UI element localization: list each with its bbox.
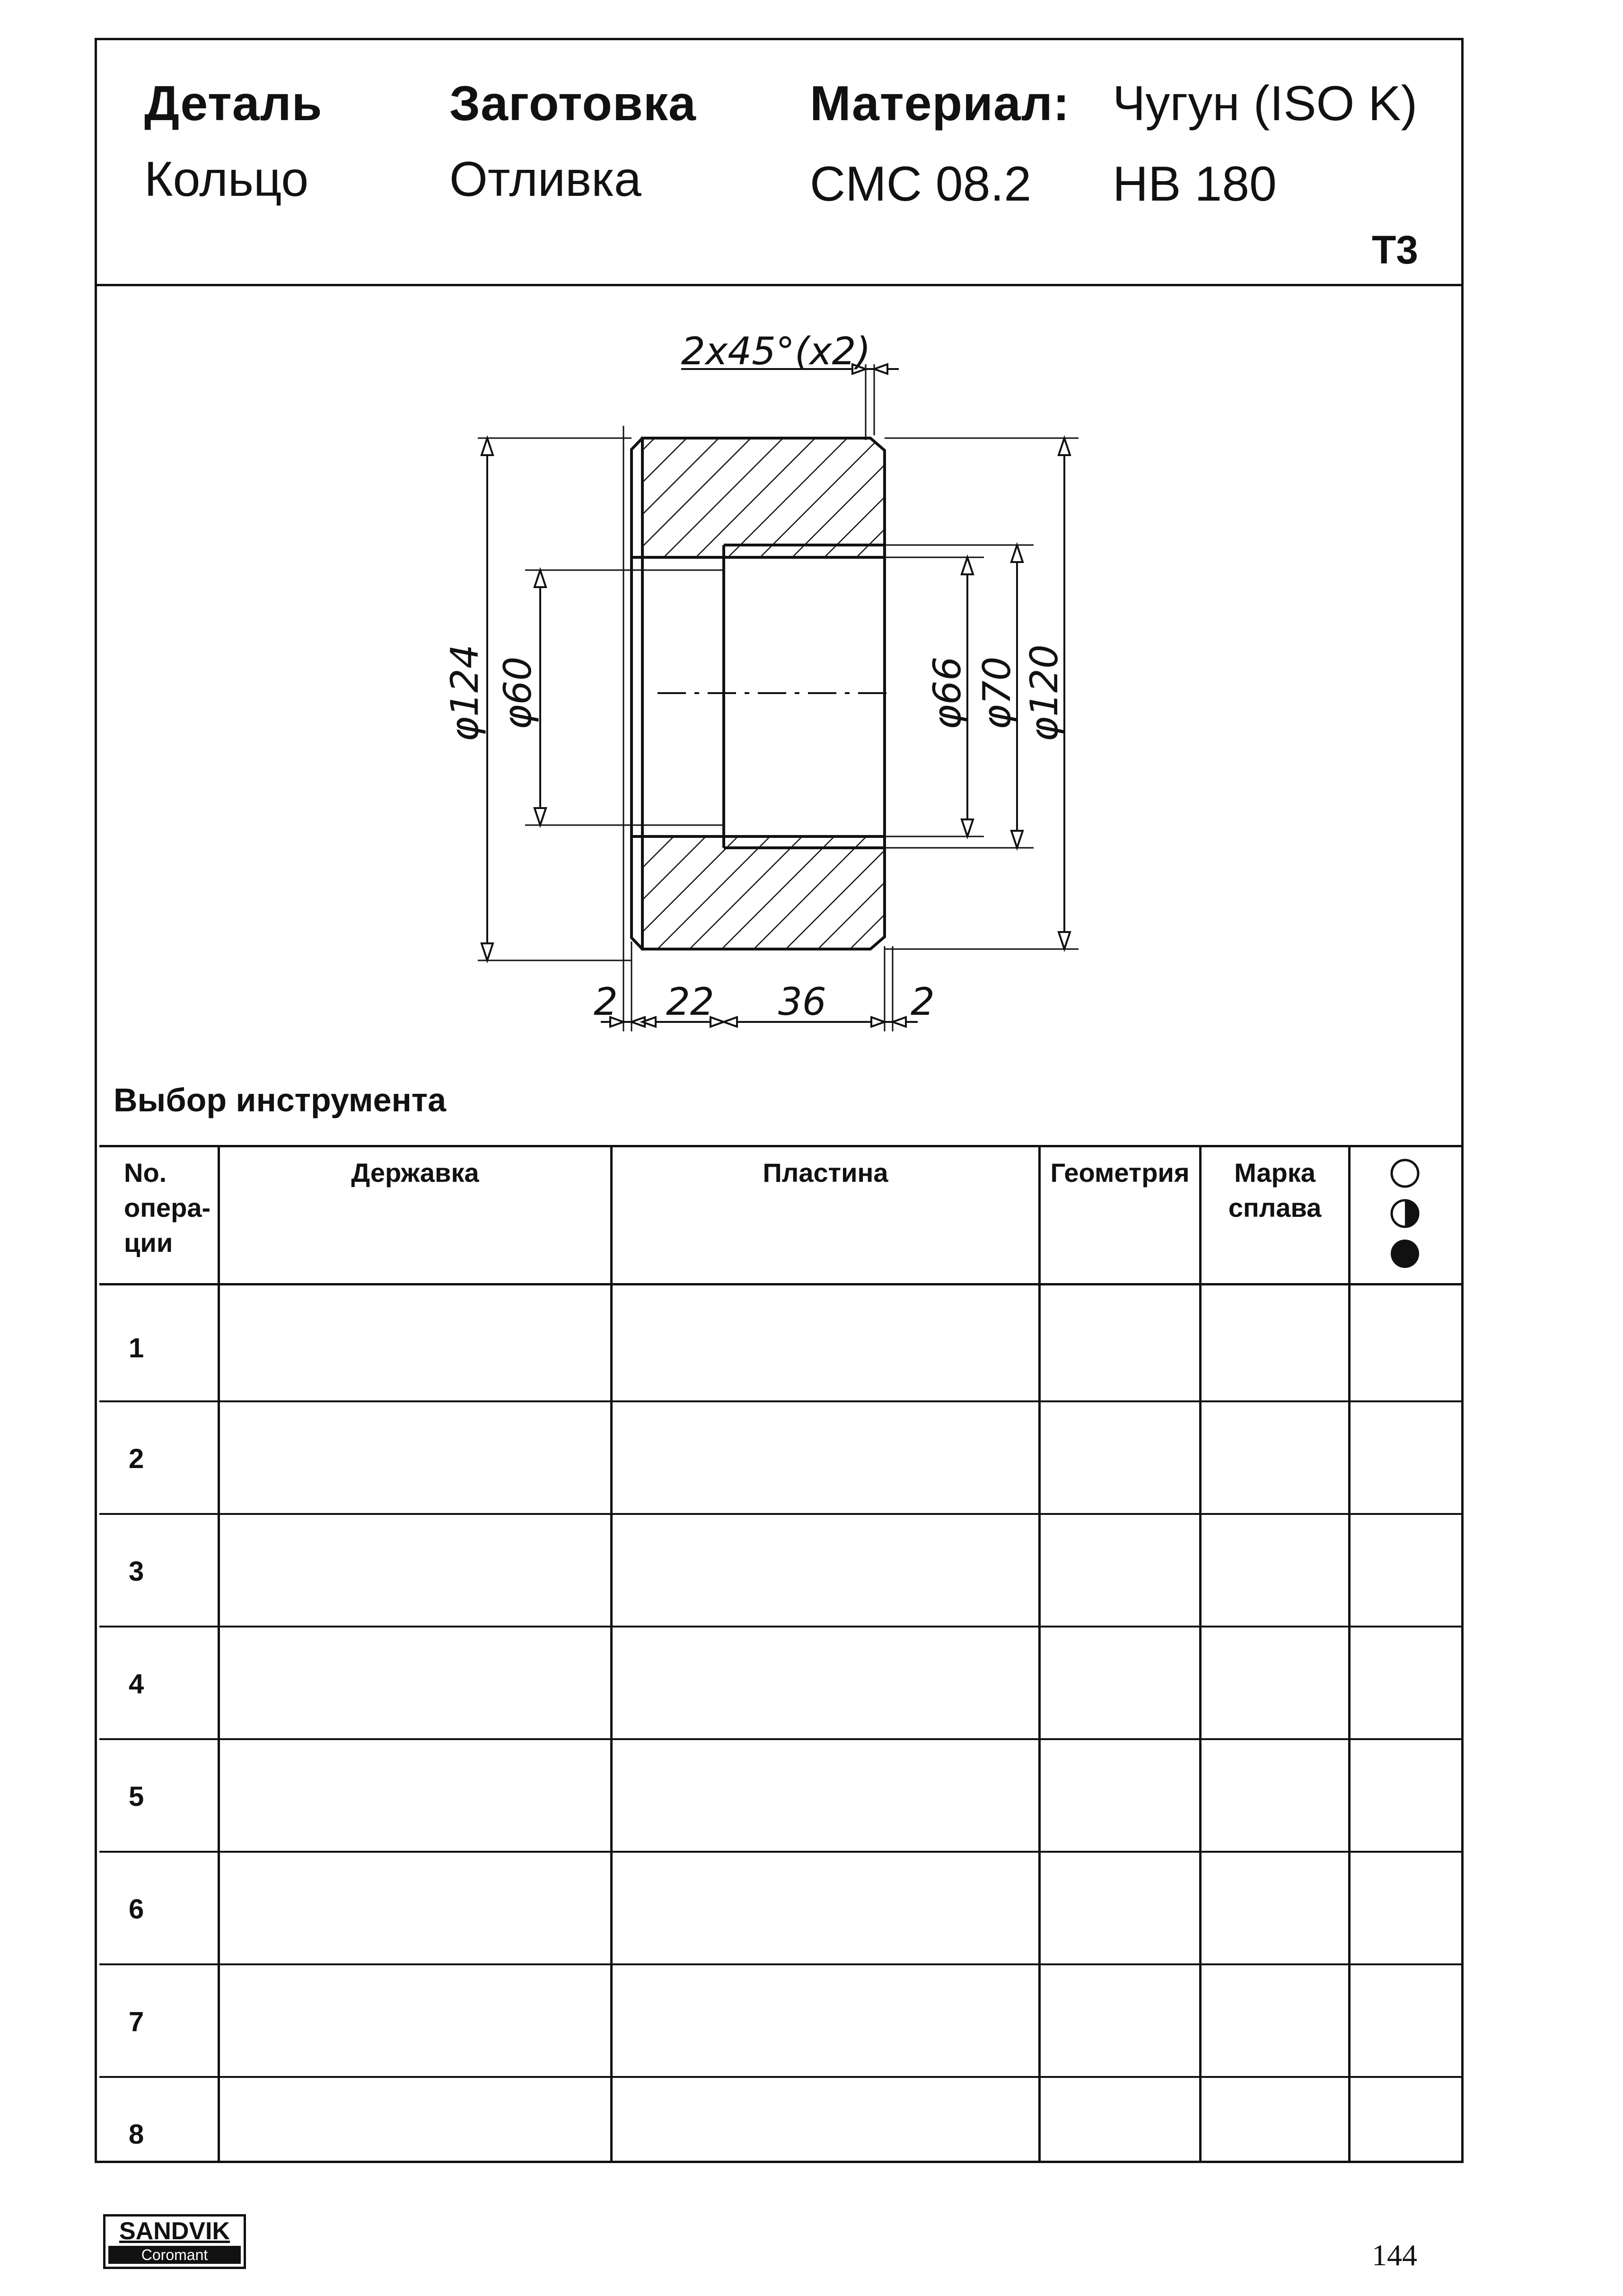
row-divider xyxy=(99,2076,1464,2078)
logo-brand: SANDVIK xyxy=(119,2217,230,2245)
circle-full-icon xyxy=(1391,1240,1419,1268)
part-label: Деталь xyxy=(144,76,323,131)
header-geometry: Геометрия xyxy=(1050,1158,1190,1188)
header-holder: Державка xyxy=(351,1158,479,1188)
row-number: 4 xyxy=(129,1669,144,1699)
chamfer-label: 2x45°(x2) xyxy=(681,329,871,373)
blank-label: Заготовка xyxy=(449,76,696,131)
row-number: 3 xyxy=(129,1556,144,1587)
dim-d66: φ66 xyxy=(925,656,969,730)
col-divider xyxy=(218,1145,220,2163)
part-value: Кольцо xyxy=(144,152,309,207)
condition-symbols xyxy=(1386,1154,1424,1277)
row-divider xyxy=(99,1400,1464,1402)
material-label: Материал: xyxy=(810,76,1070,131)
row-divider xyxy=(99,1626,1464,1627)
header-insert: Пластина xyxy=(763,1158,888,1188)
material-name: Чугун (ISO K) xyxy=(1113,76,1418,131)
blank-value: Отливка xyxy=(449,152,641,207)
part-drawing xyxy=(0,0,1623,1088)
row-number: 7 xyxy=(129,2006,144,2037)
material-code: CMC 08.2 xyxy=(810,157,1032,211)
dim-d60: φ60 xyxy=(496,656,540,730)
row-divider xyxy=(99,1738,1464,1740)
sheet-code: T3 xyxy=(1372,228,1419,272)
circle-empty-icon xyxy=(1392,1160,1418,1187)
dim-w2-left: 2 xyxy=(594,980,618,1024)
dim-d70: φ70 xyxy=(975,656,1019,730)
row-divider xyxy=(99,1963,1464,1965)
header-operation-no: No. опера- ции xyxy=(124,1158,211,1258)
dim-w36: 36 xyxy=(778,980,826,1024)
page-number: 144 xyxy=(1372,2238,1417,2272)
dim-w22: 22 xyxy=(666,980,714,1024)
row-divider xyxy=(99,1851,1464,1853)
header-grade: Марка сплава xyxy=(1228,1158,1322,1223)
row-number: 6 xyxy=(129,1894,144,1925)
table-top-border xyxy=(99,1145,1464,1147)
row-number: 5 xyxy=(129,1781,144,1812)
col-divider xyxy=(1348,1145,1351,2163)
col-divider xyxy=(610,1145,613,2163)
table-header-divider xyxy=(99,1283,1464,1285)
section-title: Выбор инструмента xyxy=(114,1082,447,1118)
col-divider xyxy=(1199,1145,1202,2163)
row-divider xyxy=(99,1513,1464,1515)
material-hardness: HB 180 xyxy=(1113,157,1277,211)
row-number: 1 xyxy=(129,1333,144,1364)
circle-half-icon xyxy=(1392,1200,1418,1227)
logo-subbrand: Coromant xyxy=(108,2246,241,2264)
row-number: 8 xyxy=(129,2119,144,2150)
row-number: 2 xyxy=(129,1443,144,1474)
dim-d120: φ120 xyxy=(1022,644,1066,742)
dim-w2-right: 2 xyxy=(911,980,935,1024)
col-divider xyxy=(1038,1145,1041,2163)
dim-d124: φ124 xyxy=(443,644,487,742)
sandvik-logo xyxy=(103,2214,246,2269)
